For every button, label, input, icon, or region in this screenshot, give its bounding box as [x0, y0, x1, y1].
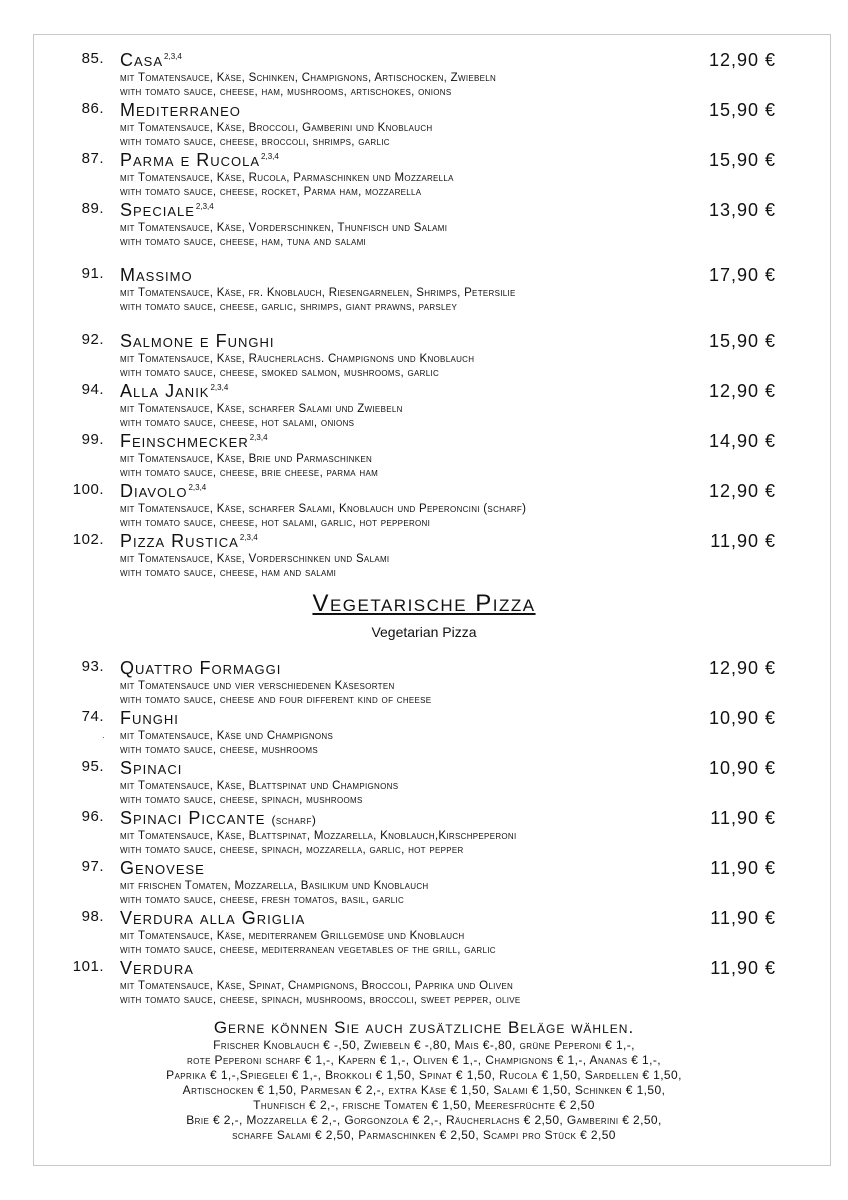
item-number: 85. [81, 50, 104, 67]
item-description-de: mit Tomatensauce, Käse, scharfer Salami, Knoblauch und Peperoncini (scharf) [120, 503, 527, 515]
item-name: Salmone e Funghi [120, 331, 275, 351]
item-name: Verdura [120, 958, 194, 978]
extras-line: scharfe Salami € 2,50, Parmaschinken € 2,50, Scampi pro Stück € 2,50 [232, 1128, 616, 1142]
section-title: Vegetarische Pizza [312, 590, 536, 617]
item-description-en: with tomato sauce, cheese, ham, tuna and salami [120, 236, 367, 248]
item-price: 15,90 € [708, 331, 776, 351]
item-price: 10,90 € [708, 758, 776, 778]
item-description-en: with tomato sauce, cheese, mushrooms [120, 744, 318, 756]
item-price: 13,90 € [708, 200, 776, 220]
item-price: 11,90 € [710, 808, 776, 828]
item-description-de: mit Tomatensauce, Käse, Brie und Parmaschinken [120, 453, 373, 465]
item-description-de: mit Tomatensauce, Käse, Vorderschinken und Salami [120, 553, 390, 565]
item-name: Alla Janik$^{2,3,4}$ [120, 381, 229, 401]
item-number: 99. [81, 431, 104, 448]
item-number: 93. [81, 658, 104, 675]
item-name: Mediterraneo [120, 100, 241, 120]
item-price: 15,90 € [708, 100, 776, 120]
item-price: 12,90 € [708, 481, 776, 501]
item-name: Funghi [120, 708, 179, 728]
item-name: Verdura alla Griglia [120, 908, 306, 928]
item-description-en: with tomato sauce, cheese, rocket, Parma ham, mozzarella [120, 186, 422, 198]
item-description-de: mit Tomatensauce, Käse, Blattspinat und Champignons [120, 780, 399, 792]
item-number: 89. [81, 200, 104, 217]
item-price: 10,90 € [708, 708, 776, 728]
item-name: Massimo [120, 265, 193, 285]
item-price: 11,90 € [710, 958, 776, 978]
item-name: Feinschmecker$^{2,3,4}$ [120, 431, 268, 451]
extras-line: Thunfisch € 2,-, frische Tomaten € 1,50, Meeresfrüchte € 2,50 [253, 1098, 595, 1112]
item-name: Genovese [120, 858, 205, 878]
item-number: 95. [81, 758, 104, 775]
item-price: 12,90 € [708, 658, 776, 678]
item-description-en: with tomato sauce, cheese, broccoli, shrimps, garlic [120, 136, 390, 148]
item-description-de: mit frischen Tomaten, Mozzarella, Basilikum und Knoblauch [120, 880, 429, 892]
item-description-en: with tomato sauce, cheese, brie cheese, parma ham [120, 467, 379, 479]
item-description-en: with tomato sauce, cheese, hot salami, onions [120, 417, 355, 429]
item-price: 12,90 € [708, 50, 776, 70]
item-number: 92. [81, 331, 104, 348]
item-name: Diavolo$^{2,3,4}$ [120, 481, 207, 501]
item-description-en: with tomato sauce, cheese, fresh tomatos, basil, garlic [120, 894, 405, 906]
item-description-en: with tomato sauce, cheese and four different kind of cheese [120, 694, 432, 706]
extras-line: rote Peperoni scharf € 1,-, Kapern € 1,-, Oliven € 1,-, Champignons € 1,-, Ananas € 1,-, [187, 1053, 661, 1067]
item-description-en: with tomato sauce, cheese, spinach, mushrooms [120, 794, 363, 806]
item-number: 100. [72, 481, 104, 498]
item-description-de: mit Tomatensauce, Käse, scharfer Salami und Zwiebeln [120, 403, 403, 415]
item-description-en: with tomato sauce, cheese, spinach, mozzarella, garlic, hot pepper [120, 844, 464, 856]
item-number: 87. [81, 150, 104, 167]
item-number: 91. [81, 265, 104, 282]
item-number: 98. [81, 908, 104, 925]
item-description-en: with tomato sauce, cheese, smoked salmon, mushrooms, garlic [120, 367, 440, 379]
extras-line: Frischer Knoblauch € -,50, Zwiebeln € -,80, Mais €-,80, grüne Peperoni € 1,-, [213, 1038, 635, 1052]
item-description-de: mit Tomatensauce, Käse, Rucola, Parmaschinken und Mozzarella [120, 172, 454, 184]
item-price: 11,90 € [710, 531, 776, 551]
bullet-dot: · [102, 733, 105, 742]
item-description-de: mit Tomatensauce, Käse, Vorderschinken, Thunfisch und Salami [120, 222, 448, 234]
item-description-en: with tomato sauce, cheese, spinach, mushrooms, broccoli, sweet pepper, olive [120, 994, 521, 1006]
item-description-de: mit Tomatensauce, Käse, Broccoli, Gamberini und Knoblauch [120, 122, 433, 134]
spicy-note: (scharf) [271, 813, 317, 827]
extras-title: Gerne können Sie auch zusätzliche Beläge wählen. [213, 1018, 635, 1037]
item-description-en: with tomato sauce, cheese, hot salami, garlic, hot pepperoni [120, 517, 431, 529]
item-price: 11,90 € [710, 908, 776, 928]
item-name: Parma e Rucola$^{2,3,4}$ [120, 150, 279, 170]
item-description-de: mit Tomatensauce, Käse, fr. Knoblauch, Riesengarnelen, Shrimps, Petersilie [120, 287, 516, 299]
item-description-en: with tomato sauce, cheese, mediterranean vegetables of the grill, garlic [120, 944, 496, 956]
item-name: Quattro Formaggi [120, 658, 282, 678]
item-number: 96. [81, 808, 104, 825]
item-name: Spinaci Piccante (scharf) [120, 808, 317, 828]
item-number: 86. [81, 100, 104, 117]
item-description-de: mit Tomatensauce und vier verschiedenen Käsesorten [120, 680, 395, 692]
item-number: 101. [72, 958, 104, 975]
item-description-de: mit Tomatensauce, Käse, mediterranem Grillgemüse und Knoblauch [120, 930, 465, 942]
item-description-de: mit Tomatensauce, Käse und Champignons [120, 730, 334, 742]
item-price: 11,90 € [710, 858, 776, 878]
item-number: 74. [81, 708, 104, 725]
item-description-de: mit Tomatensauce, Käse, Spinat, Champignons, Broccoli, Paprika und Oliven [120, 980, 514, 992]
item-description-en: with tomato sauce, cheese, ham and salami [120, 567, 337, 579]
item-price: 15,90 € [708, 150, 776, 170]
item-number: 94. [81, 381, 104, 398]
extras-line: Artischocken € 1,50, Parmesan € 2,-, extra Käse € 1,50, Salami € 1,50, Schinken € 1,50, [182, 1083, 666, 1097]
section-subtitle: Vegetarian Pizza [371, 624, 477, 640]
extras-line: Paprika € 1,-,Spiegelei € 1,-, Brokkoli € 1,50, Spinat € 1,50, Rucola € 1,50, Sardellen € 1,50, [166, 1068, 682, 1082]
item-description-en: with tomato sauce, cheese, ham, mushrooms, artischokes, onions [120, 86, 452, 98]
item-description-en: with tomato sauce, cheese, garlic, shrimps, giant prawns, parsley [120, 301, 458, 313]
item-name: Casa$^{2,3,4}$ [120, 50, 182, 70]
item-description-de: mit Tomatensauce, Käse, Blattspinat, Mozzarella, Knoblauch,Kirschpeperoni [120, 830, 517, 842]
item-number: 102. [72, 531, 104, 548]
item-name: Speciale$^{2,3,4}$ [120, 200, 214, 220]
item-price: 17,90 € [708, 265, 776, 285]
item-price: 14,90 € [708, 431, 776, 451]
item-description-de: mit Tomatensauce, Käse, Schinken, Champignons, Artischocken, Zwiebeln [120, 72, 497, 84]
extra-toppings [0, 1018, 848, 1143]
item-name: Pizza Rustica$^{2,3,4}$ [120, 531, 258, 551]
item-number: 97. [81, 858, 104, 875]
extras-line: Brie € 2,-, Mozzarella € 2,-, Gorgonzola € 2,-, Räucherlachs € 2,50, Gamberini € 2,50, [186, 1113, 662, 1127]
item-price: 12,90 € [708, 381, 776, 401]
item-description-de: mit Tomatensauce, Käse, Räucherlachs. Champignons und Knoblauch [120, 353, 475, 365]
item-name: Spinaci [120, 758, 183, 778]
